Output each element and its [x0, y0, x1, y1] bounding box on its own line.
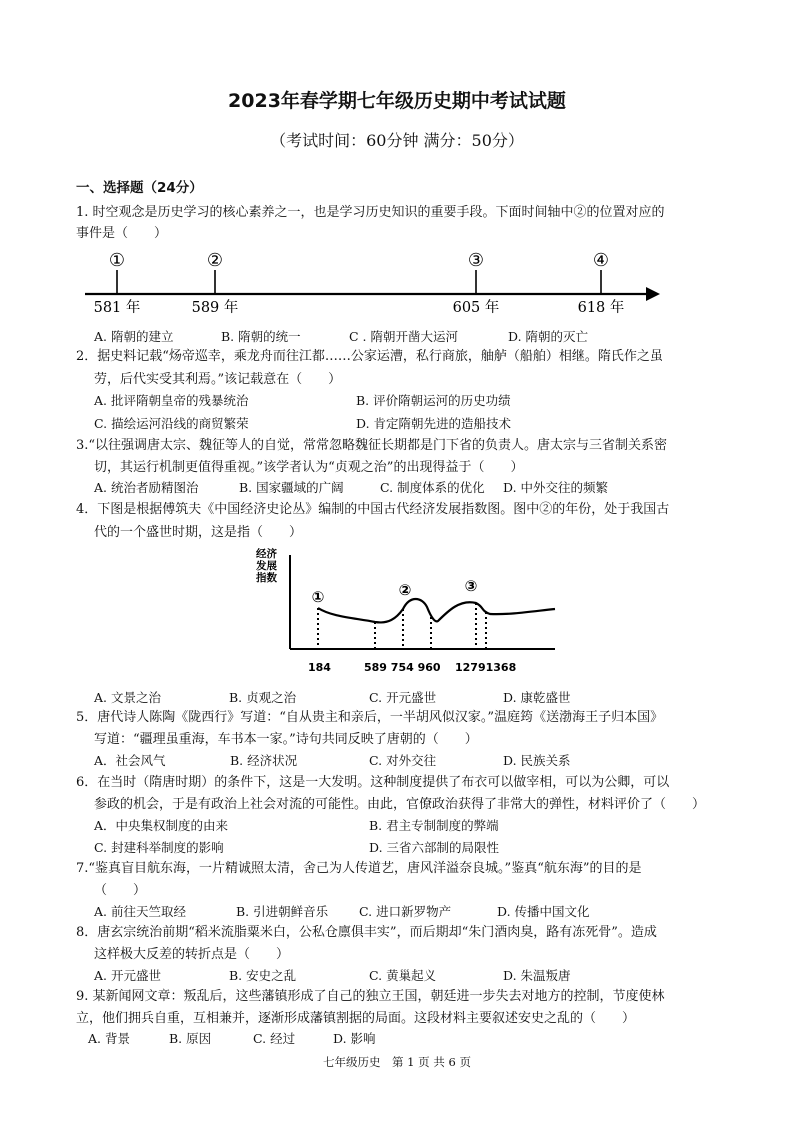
question-9-line-1: 9. 某新闻网文章：叛乱后，这些藩镇形成了自己的独立王国，朝廷进一步失去对地方的控制，节度使林 [76, 989, 665, 1004]
timeline-figure [80, 246, 670, 318]
question-4-line-2: 代的一个盛世时期，这是指（ ） [94, 525, 303, 540]
q5-option-d: D. 民族关系 [503, 753, 571, 768]
q2-option-d: D. 肯定隋朝先进的造船技术 [356, 416, 512, 431]
question-4-line-1: 4．下图是根据傅筑夫《中国经济史论丛》编制的中国古代经济发展指数图。图中②的年份，处于我国古 [76, 502, 670, 517]
q8-option-b: B. 安史之乱 [229, 968, 297, 983]
economy-index-figure [250, 545, 570, 677]
timeline-year: 589 年 [191, 300, 239, 316]
q9-option-a: A. 背景 [88, 1031, 130, 1046]
page-footer: 七年级历史 第 1 页 共 6 页 [323, 1055, 471, 1069]
q7-option-c: C. 进口新罗物产 [359, 904, 452, 919]
q7-option-b: B. 引进朝鲜音乐 [236, 904, 329, 919]
question-5-line-1: 5．唐代诗人陈陶《陇西行》写道：“自从贵主和亲后，一半胡风似汉家。”温庭筠《送渤海王子归本国》 [76, 710, 664, 725]
q2-option-b: B. 评价隋朝运河的历史功绩 [356, 393, 511, 408]
y-axis-label: 指数 [256, 572, 277, 584]
chart-marker: ③ [464, 577, 478, 595]
q9-option-b: B. 原因 [169, 1031, 212, 1046]
timeline-year: 605 年 [452, 300, 500, 316]
q7-option-d: D. 传播中国文化 [497, 904, 590, 919]
q5-option-a: A．社会风气 [94, 753, 166, 768]
q6-option-d: D. 三省六部制的局限性 [369, 840, 500, 855]
question-6-line-2: 参政的机会，于是有政治上社会对流的可能性。由此，官僚政治获得了非常大的弹性，材料评价了（ ） [94, 797, 706, 812]
q1-option-c: C . 隋朝开凿大运河 [349, 329, 458, 344]
q4-option-a: A. 文景之治 [94, 690, 161, 705]
q5-option-b: B. 经济状况 [230, 753, 298, 768]
question-1-line-2: 事件是（ ） [76, 226, 168, 241]
y-axis-label: 发展 [256, 560, 277, 572]
q6-option-b: B. 君主专制制度的弊端 [369, 818, 499, 833]
q8-option-a: A. 开元盛世 [94, 968, 161, 983]
q3-option-c: C. 制度体系的优化 [380, 480, 485, 495]
question-7-line-2: （ ） [94, 883, 147, 898]
q7-option-a: A. 前往天竺取经 [94, 904, 186, 919]
q4-option-d: D. 康乾盛世 [503, 690, 571, 705]
q8-option-c: C. 黄巢起义 [369, 968, 437, 983]
q9-option-d: D. 影响 [333, 1031, 376, 1046]
question-3-line-1: 3.“以往强调唐太宗、魏征等人的自觉，常常忽略魏征长期都是门下省的负责人。唐太宗与三省制关系密 [76, 438, 668, 453]
q1-option-b: B. 隋朝的统一 [221, 329, 301, 344]
timeline-year: 581 年 [93, 300, 141, 316]
q1-option-a: A. 隋朝的建立 [94, 329, 174, 344]
question-2-line-1: 2．据史料记载“炀帝巡幸，乘龙舟而往江都……公家运漕，私行商旅，舳舻（船舶）相继。隋氏作之虽 [76, 349, 663, 364]
timeline-marker: ① [108, 250, 126, 271]
exam-info: （考试时间：60分钟 满分：50分） [270, 131, 524, 150]
q9-option-c: C. 经过 [253, 1031, 296, 1046]
economy-curve [318, 599, 555, 622]
question-6-line-1: 6．在当时（隋唐时期）的条件下，这是一大发明。这种制度提供了布衣可以做宰相，可以为公卿，可以 [76, 775, 670, 790]
question-2-line-2: 劳，后代实受其利焉。”该记载意在（ ） [94, 372, 342, 387]
question-9-line-2: 立，他们拥兵自重，互相兼并，逐渐形成藩镇割据的局面。这段材料主要叙述安史之乱的（ ） [76, 1011, 636, 1026]
q3-option-a: A. 统治者励精图治 [94, 480, 199, 495]
q3-option-b: B. 国家疆域的广阔 [239, 480, 344, 495]
x-tick-label: 589 754 960 [364, 661, 441, 674]
x-tick-label: 12791368 [455, 661, 517, 674]
timeline-arrow [646, 287, 660, 301]
question-5-line-2: 写道：“疆理虽重海，车书本一家。”诗句共同反映了唐朝的（ ） [94, 732, 478, 747]
timeline-year: 618 年 [577, 300, 625, 316]
q6-option-c: C. 封建科举制度的影响 [94, 840, 224, 855]
q8-option-d: D. 朱温叛唐 [503, 968, 571, 983]
chart-marker: ① [311, 588, 325, 606]
q4-option-c: C. 开元盛世 [369, 690, 437, 705]
question-1-line-1: 1. 时空观念是历史学习的核心素养之一，也是学习历史知识的重要手段。下面时间轴中②的位置对应的 [76, 205, 665, 220]
chart-marker: ② [398, 581, 412, 599]
timeline-marker: ④ [592, 250, 610, 271]
q1-option-d: D. 隋朝的灭亡 [508, 329, 589, 344]
question-3-line-2: 切，其运行机制更值得重视。”该学者认为“贞观之治”的出现得益于（ ） [94, 460, 524, 475]
q5-option-c: C. 对外交往 [369, 753, 437, 768]
timeline-marker: ② [206, 250, 224, 271]
page-title: 2023年春学期七年级历史期中考试试题 [228, 90, 566, 112]
q3-option-d: D. 中外交往的频繁 [503, 480, 609, 495]
q2-option-c: C. 描绘运河沿线的商贸繁荣 [94, 416, 249, 431]
x-tick-label: 184 [308, 661, 331, 674]
q4-option-b: B. 贞观之治 [229, 690, 297, 705]
question-7-line-1: 7.“鉴真盲目航东海，一片精诚照太清，舍己为人传道艺，唐风洋溢奈良城。”鉴真“航东海”的目的是 [76, 861, 642, 876]
section-heading: 一、选择题（24分） [76, 180, 203, 196]
q2-option-a: A. 批评隋朝皇帝的残暴统治 [94, 393, 249, 408]
q6-option-a: A．中央集权制度的由来 [94, 818, 229, 833]
question-8-line-2: 这样极大反差的转折点是（ ） [94, 947, 290, 962]
question-8-line-1: 8．唐玄宗统治前期“稻米流脂粟米白，公私仓廪俱丰实”，而后期却“朱门酒肉臭，路有冻死骨”。造成 [76, 925, 657, 940]
timeline-marker: ③ [467, 250, 485, 271]
y-axis-label: 经济 [256, 548, 277, 560]
